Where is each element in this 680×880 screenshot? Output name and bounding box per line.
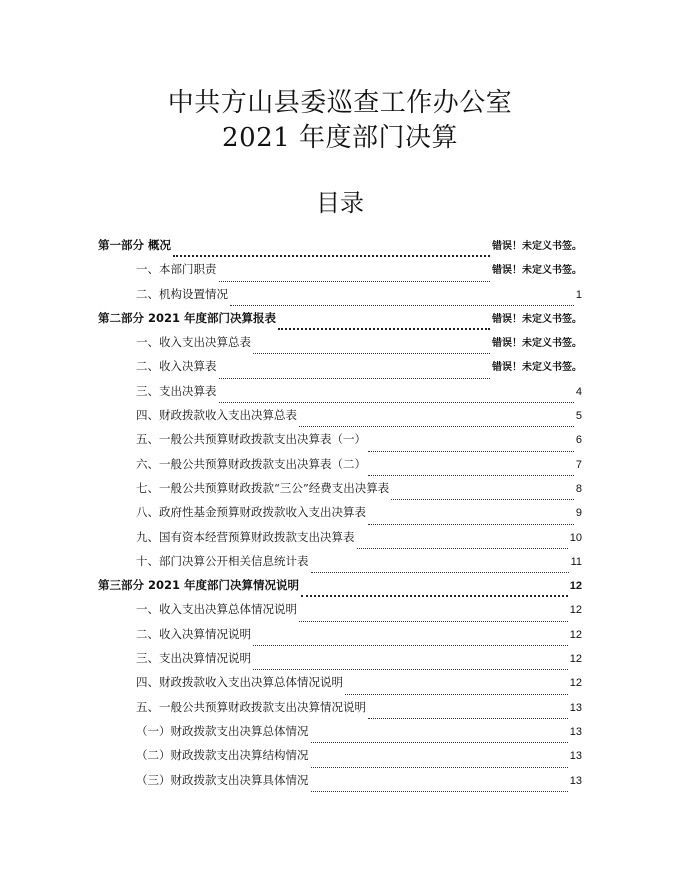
- toc-entry-label: 二、收入决算情况说明: [136, 626, 251, 641]
- toc-dot-leader: [311, 742, 568, 743]
- toc-entry[interactable]: [98, 723, 582, 747]
- toc-dot-leader: [345, 694, 568, 695]
- toc-entry[interactable]: [98, 334, 582, 358]
- toc-entry[interactable]: [98, 747, 582, 771]
- toc-entry[interactable]: [98, 772, 582, 796]
- toc-entry[interactable]: [98, 601, 582, 625]
- toc-entry[interactable]: [98, 358, 582, 382]
- toc-bookmark-error: 错误！未定义书签。: [492, 338, 582, 350]
- toc-dot-leader: [311, 767, 568, 768]
- toc-page-number: 13: [569, 750, 582, 763]
- toc-entry-label: 十、部门决算公开相关信息统计表: [136, 553, 309, 568]
- toc-entry[interactable]: [98, 480, 582, 504]
- toc-page-number: 13: [569, 725, 582, 738]
- toc-dot-leader: [311, 791, 568, 792]
- toc-entry-label: 第二部分 2021 年度部门决算报表: [98, 310, 277, 325]
- toc-page-number: 5: [575, 410, 582, 423]
- toc-dot-leader: [173, 255, 490, 257]
- toc-entry-label: 九、国有资本经营预算财政拨款支出决算表: [136, 529, 355, 544]
- toc-dot-leader: [391, 499, 574, 500]
- toc-page-number: 6: [575, 434, 582, 447]
- toc-entry[interactable]: [98, 674, 582, 698]
- toc-entry[interactable]: [98, 650, 582, 674]
- toc-entry-label: 第一部分 概况: [98, 238, 172, 252]
- toc-entry-label: 四、财政拨款收入支出决算总表: [136, 408, 297, 423]
- toc-part-entry[interactable]: [98, 310, 582, 334]
- toc-page-number: 13: [569, 774, 582, 787]
- toc-dot-leader: [368, 451, 574, 452]
- toc-entry-label: 五、一般公共预算财政拨款支出决算表（一）: [136, 432, 366, 447]
- document-subtitle: 2021 年度部门决算: [222, 123, 458, 153]
- toc-page-number: 8: [575, 482, 582, 495]
- toc-entry-label: 一、本部门职责: [136, 262, 217, 277]
- toc-entry[interactable]: [98, 261, 582, 285]
- toc-page-number: 4: [575, 385, 582, 398]
- toc-bookmark-error: 错误！未定义书签。: [492, 362, 582, 374]
- toc-part-entry[interactable]: [98, 577, 582, 601]
- toc-bookmark-error: 错误！未定义书签。: [492, 265, 582, 277]
- toc-entry-label: （一）财政拨款支出决算总体情况: [136, 723, 309, 738]
- toc-entry-label: 八、政府性基金预算财政拨款收入支出决算表: [136, 505, 366, 520]
- toc-entry-label: 一、收入支出决算总体情况说明: [136, 602, 297, 617]
- toc-entry[interactable]: [98, 383, 582, 407]
- toc-entry-label: （二）财政拨款支出决算结构情况: [136, 748, 309, 763]
- toc-entry[interactable]: [98, 456, 582, 480]
- toc-page-number: 12: [569, 628, 582, 641]
- toc-dot-leader: [299, 621, 568, 622]
- toc-page-number: 13: [569, 701, 582, 714]
- toc-dot-leader: [301, 595, 568, 597]
- toc-dot-leader: [311, 572, 569, 573]
- toc-entry[interactable]: [98, 699, 582, 723]
- toc-page-number: 12: [569, 653, 582, 666]
- toc-entry-label: （三）财政拨款支出决算具体情况: [136, 772, 309, 787]
- toc-page-number: 9: [575, 507, 582, 520]
- toc-entry[interactable]: [98, 504, 582, 528]
- toc-heading: 目录: [316, 189, 364, 217]
- toc-entry-label: 三、支出决算表: [136, 383, 217, 398]
- toc-dot-leader: [230, 305, 574, 306]
- toc-dot-leader: [219, 281, 491, 282]
- toc-entry-label: 二、机构设置情况: [136, 286, 228, 301]
- toc-entry[interactable]: [98, 553, 582, 577]
- toc-page-number: 12: [569, 677, 582, 690]
- toc-dot-leader: [357, 548, 568, 549]
- toc-dot-leader: [299, 426, 574, 427]
- toc-page-number: 11: [570, 555, 582, 568]
- toc-dot-leader: [368, 718, 568, 719]
- table-of-contents: [98, 237, 582, 796]
- toc-dot-leader: [219, 402, 574, 403]
- toc-dot-leader: [368, 475, 574, 476]
- toc-entry[interactable]: [98, 286, 582, 310]
- toc-entry-label: 五、一般公共预算财政拨款支出决算情况说明: [136, 699, 366, 714]
- toc-dot-leader: [219, 378, 491, 379]
- toc-entry-label: 七、一般公共预算财政拨款“三公”经费支出决算表: [136, 480, 390, 495]
- toc-dot-leader: [278, 328, 490, 330]
- toc-page-number: 10: [569, 531, 582, 544]
- toc-dot-leader: [253, 669, 568, 670]
- toc-entry-label: 第三部分 2021 年度部门决算情况说明: [98, 578, 300, 593]
- toc-dot-leader: [253, 645, 568, 646]
- toc-page-number: 12: [569, 580, 582, 593]
- toc-page-number: 7: [575, 458, 582, 471]
- toc-bookmark-error: 错误！未定义书签。: [492, 241, 582, 252]
- toc-entry-label: 二、收入决算表: [136, 359, 217, 374]
- toc-entry-label: 六、一般公共预算财政拨款支出决算表（二）: [136, 456, 366, 471]
- toc-dot-leader: [368, 524, 574, 525]
- toc-bookmark-error: 错误！未定义书签。: [492, 313, 582, 325]
- toc-entry-label: 四、财政拨款收入支出决算总体情况说明: [136, 675, 343, 690]
- toc-entry[interactable]: [98, 431, 582, 455]
- toc-page-number: 12: [569, 604, 582, 617]
- toc-part-entry[interactable]: [98, 237, 582, 261]
- document-title: 中共方山县委巡查工作办公室: [167, 88, 513, 118]
- toc-entry[interactable]: [98, 529, 582, 553]
- toc-entry[interactable]: [98, 626, 582, 650]
- toc-entry-label: 一、收入支出决算总表: [136, 335, 251, 350]
- toc-entry[interactable]: [98, 407, 582, 431]
- toc-entry-label: 三、支出决算情况说明: [136, 651, 251, 666]
- toc-page-number: 1: [575, 288, 582, 301]
- toc-dot-leader: [253, 353, 490, 354]
